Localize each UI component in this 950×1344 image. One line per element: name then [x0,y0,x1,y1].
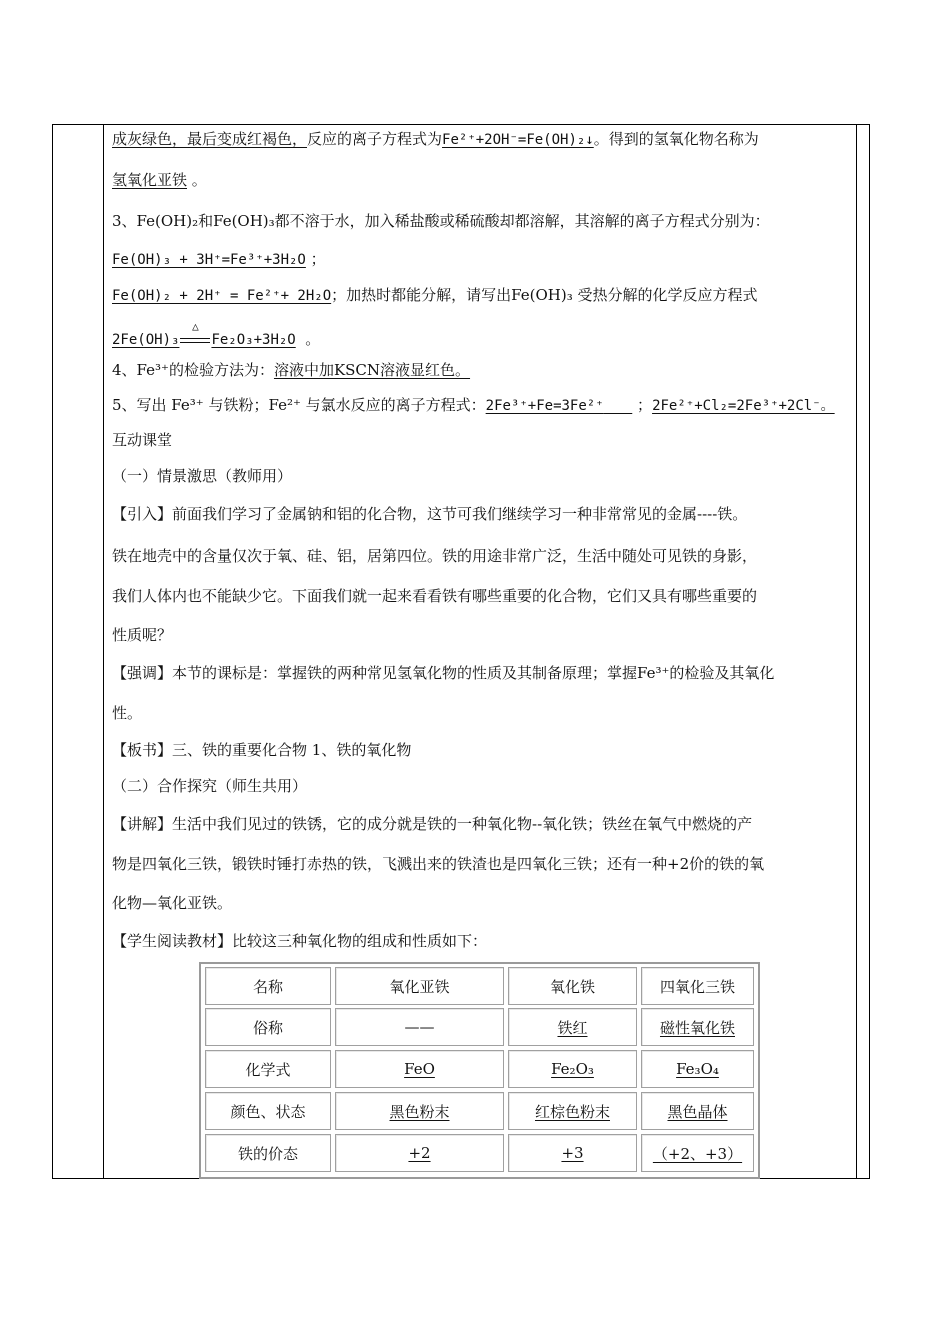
table-cell: +3 [508,1134,637,1172]
table-cell: 黑色晶体 [641,1092,754,1130]
table-cell: 磁性氧化铁 [641,1008,754,1046]
line-5: Fe(OH)₂ + 2H⁺ = Fe²⁺+ 2H₂O；加热时都能分解，请写出Fe(OH)₃ 受热分解的化学反应方程式 [112,286,758,304]
line-17: 【板书】三、铁的重要化合物 1、铁的氧化物 [112,741,412,759]
line-13: 我们人体内也不能缺少它。下面我们就一起来看看铁有哪些重要的化合物，它们又具有哪些重要的 [112,587,758,605]
line-19: 【讲解】生活中我们见过的铁锈，它的成分就是铁的一种氧化物--氧化铁；铁丝在氧气中燃烧的产 [112,815,753,833]
line-12: 铁在地壳中的含量仅次于氧、硅、铝，居第四位。铁的用途非常广泛，生活中随处可见铁的身影， [112,547,758,565]
line-11: 【引入】前面我们学习了金属钠和铝的化合物，这节可我们继续学习一种非常常见的金属----铁。 [112,505,748,523]
table-cell: Fe₂O₃ [508,1050,637,1088]
table-cell: 俗称 [205,1008,331,1046]
line-10: （一）情景激思（教师用） [112,467,293,485]
left-column-divider [103,124,104,1179]
table-cell: 铁的价态 [205,1134,331,1172]
table-cell: FeO [335,1050,504,1088]
table-cell: （+2、+3） [641,1134,754,1172]
line-4: Fe(OH)₃ + 3H⁺=Fe³⁺+3H₂O ； [112,250,326,268]
line-1: 成灰绿色，最后变成红褐色，反应的离子方程式为Fe²⁺+2OH⁻=Fe(OH)₂↓。得到的氢氧化物名称为 [112,130,759,148]
line-22: 【学生阅读教材】比较这三种氧化物的组成和性质如下： [112,932,488,950]
oxide-comparison-table [199,962,760,1179]
table-cell: 化学式 [205,1050,331,1088]
table-cell: —— [335,1008,504,1046]
line-9: 互动课堂 [112,431,173,449]
table-cell: 颜色、状态 [205,1092,331,1130]
line-6: 2Fe(OH)₃ △ Fe₂O₃+3H₂O 。 [112,320,321,348]
heating-condition: △ [179,330,211,350]
line-20: 物是四氧化三铁，锻铁时锤打赤热的铁，飞溅出来的铁渣也是四氧化三铁；还有一种+2价的铁的氧 [112,855,765,873]
table-cell: 氧化铁 [508,967,637,1005]
table-cell: 四氧化三铁 [641,967,754,1005]
line-2: 氢氧化亚铁 。 [112,171,207,189]
table-cell: 氧化亚铁 [335,967,504,1005]
line-3: 3、Fe(OH)₂和Fe(OH)₃都不溶于水，加入稀盐酸或稀硫酸却都溶解，其溶解的离子方程式分别为： [112,212,770,230]
right-column-divider [856,124,857,1179]
table-cell: 铁红 [508,1008,637,1046]
table-cell: 名称 [205,967,331,1005]
table-cell: 红棕色粉末 [508,1092,637,1130]
line-8: 5、写出 Fe³⁺ 与铁粉；Fe²⁺ 与氯水反应的离子方程式：2Fe³⁺+Fe=3Fe²⁺ ；2Fe²⁺+Cl₂=2Fe³⁺+2Cl⁻。 [112,396,835,414]
line-16: 性。 [112,704,143,722]
line-18: （二）合作探究（师生共用） [112,777,308,795]
line-15: 【强调】本节的课标是：掌握铁的两种常见氢氧化物的性质及其制备原理；掌握Fe³⁺的检验及其氧化 [112,664,775,682]
table-cell: +2 [335,1134,504,1172]
line-14: 性质呢？ [112,626,173,644]
line-21: 化物—氧化亚铁。 [112,894,233,912]
line-7: 4、Fe³⁺的检验方法为：溶液中加KSCN溶液显红色。 [112,361,471,379]
table-cell: Fe₃O₄ [641,1050,754,1088]
table-cell: 黑色粉末 [335,1092,504,1130]
